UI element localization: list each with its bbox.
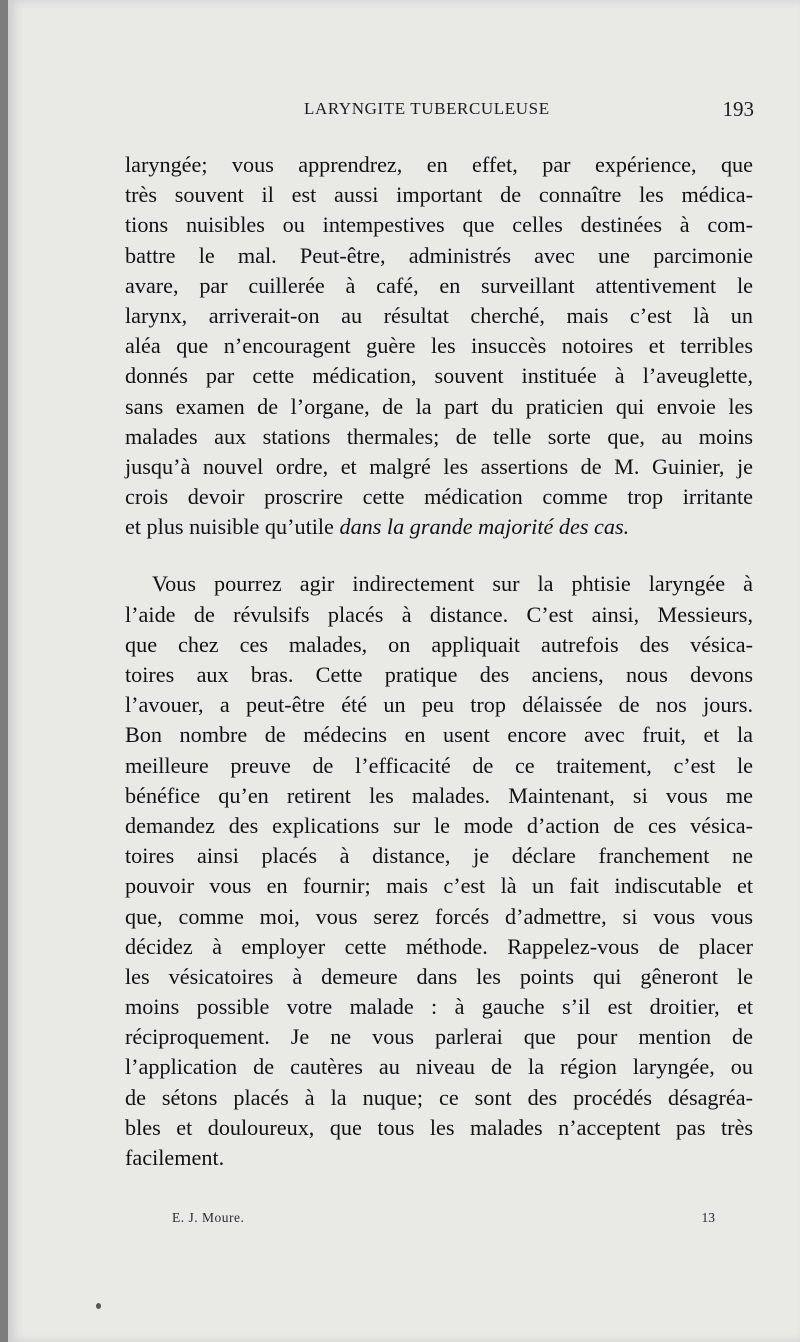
text-run: et plus nuisible qu’utile <box>125 514 334 540</box>
paragraph-gap <box>125 542 753 569</box>
text-line: très souvent il est aussi important de connaître les médica- <box>125 182 753 208</box>
text-line: laryngée; vous apprendrez, en effet, par expérience, que <box>125 152 753 177</box>
text-line: l’application de cautères au niveau de la région laryngée, ou <box>125 1054 753 1080</box>
text-line: bles et douloureux, que tous les malades n’acceptent pas très <box>125 1114 753 1140</box>
text-line: Bon nombre de médecins en usent encore avec fruit, et la <box>125 722 753 748</box>
text-line: larynx, arriverait-on au résultat cherché, mais c’est là un <box>125 302 753 328</box>
text-line: malades aux stations thermales; de telle sorte que, au moins <box>125 423 753 449</box>
text-line: crois devoir proscrire cette médication comme trop irritante <box>125 484 753 510</box>
text-line: tions nuisibles ou intempestives que celles destinées à com- <box>125 212 753 238</box>
text-line: pouvoir vous en fournir; mais c’est là un fait indiscutable et <box>125 873 753 899</box>
text-line: jusqu’à nouvel ordre, et malgré les assertions de M. Guinier, je <box>125 453 753 479</box>
text-line: que chez ces malades, on appliquait autrefois des vésica- <box>125 631 753 657</box>
text-line: décidez à employer cette méthode. Rappelez-vous de placer <box>125 933 753 959</box>
text-line: toires aux bras. Cette pratique des anciens, nous devons <box>125 662 753 687</box>
text-line <box>125 569 753 599</box>
body-text <box>125 150 753 1173</box>
text-line: battre le mal. Peut-être, administrés avec une parcimonie <box>125 242 753 268</box>
italic-phrase: dans la grande majorité des cas. <box>339 514 630 540</box>
text-line: l’avouer, a peut-être été un peu trop délaissée de nos jours. <box>125 692 753 718</box>
running-head <box>118 99 754 123</box>
text-line: toires ainsi placés à distance, je déclare franchement ne <box>125 843 753 869</box>
book-page <box>8 0 800 1342</box>
text-line: que, comme moi, vous serez forcés d’admettre, si vous vous <box>125 903 753 929</box>
text-run: Vous pourrez agir indirectement sur la phtisie laryngée à <box>152 571 753 597</box>
text-line: l’aide de révulsifs placés à distance. C’est ainsi, Messieurs, <box>125 601 753 627</box>
text-line: meilleure preuve de l’efficacité de ce traitement, c’est le <box>125 752 753 778</box>
running-title: LARYNGITE TUBERCULEUSE <box>304 99 550 118</box>
text-line: moins possible votre malade : à gauche s’il est droitier, et <box>125 994 753 1020</box>
text-line-last: facilement. <box>125 1145 225 1170</box>
text-line: les vésicatoires à demeure dans les points qui gêneront le <box>125 963 753 989</box>
text-line: sans examen de l’organe, de la part du praticien qui envoie les <box>125 393 753 419</box>
paper-speck <box>96 1303 101 1309</box>
text-line: aléa que n’encouragent guère les insuccès notoires et terribles <box>125 333 753 359</box>
text-line: avare, par cuillerée à café, en surveillant attentivement le <box>125 272 753 298</box>
text-line: demandez des explications sur le mode d’action de ces vésica- <box>125 812 753 838</box>
page-number: 193 <box>722 97 754 121</box>
text-line: réciproquement. Je ne vous parlerai que pour mention de <box>125 1024 753 1050</box>
text-line-last <box>125 512 753 542</box>
paragraph-2 <box>125 569 753 1173</box>
paragraph-1 <box>125 150 753 542</box>
signature-number: 13 <box>701 1210 715 1225</box>
signature-author: E. J. Moure. <box>172 1210 245 1225</box>
text-line: bénéfice qu’en retirent les malades. Maintenant, si vous me <box>125 782 753 808</box>
text-line: de sétons placés à la nuque; ce sont des procédés désagréa- <box>125 1084 753 1110</box>
text-line: donnés par cette médication, souvent instituée à l’aveuglette, <box>125 363 753 389</box>
